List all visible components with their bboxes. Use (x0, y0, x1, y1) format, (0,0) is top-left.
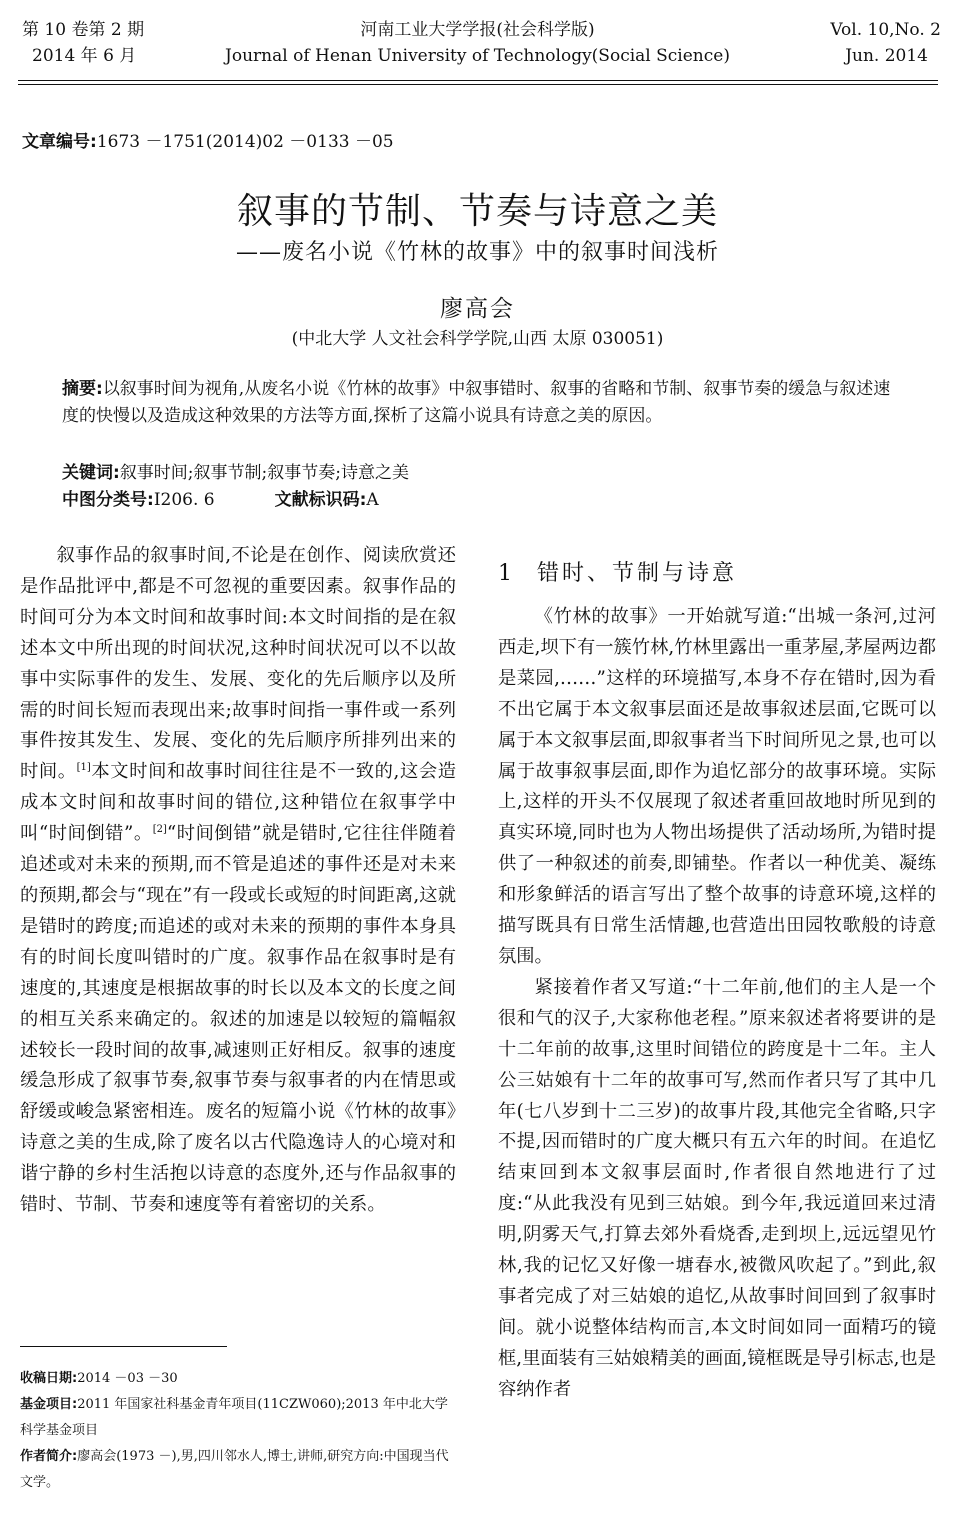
keywords (62, 460, 409, 487)
article-subtitle: ——废名小说《竹林的故事》中的叙事时间浅析 (235, 240, 719, 265)
fund-value: 2011 年国家社科基金青年项目(11CZW060);2013 年中北大学科学基金项目 (20, 1397, 448, 1438)
bio-label: 作者简介: (20, 1449, 78, 1464)
intro-text-a: 叙事作品的叙事时间,不论是在创作、阅读欣赏还是作品批评中,都是不可忽视的重要因素。叙事作品的时间可分为本文时间和故事时间:本文时间指的是在叙述本文中所出现的时间状况,这种时间状况可以不以故事中实际事件的发生、发展、变化的先后顺序以及所需的时间长短而表现出来;故事时间指一事件或一系列事件按其发生、发展、变化的先后顺序所排列出来的时间。 (20, 545, 456, 783)
body-paragraph-1: 《竹林的故事》一开始就写道:“出城一条河,过河西走,坝下有一簇竹林,竹林里露出一重茅屋,茅屋两边都是菜园,……”这样的环境描写,本身不存在错时,因为看不出它属于本文叙事层面还是故事叙述层面,它既可以属于本文叙事层面,即叙事者当下时间所见之景,也可以属于故事叙事层面,即作为追忆部分的故事环境。实际上,这样的开头不仅展现了叙述者重回故地时所见到的真实环境,同时也为人物出场提供了活动场所,为错时提供了一种叙述的前奏,即铺垫。作者以一种优美、凝练和形象鲜活的语言写出了整个故事的诗意环境,这样的描写既具有日常生活情趣,也营造出田园牧歌般的诗意氛围。 (498, 606, 936, 967)
footnote-fund (20, 1392, 460, 1444)
section-title: 错时、节制与诗意 (537, 561, 738, 586)
intro-text-c: “时间倒错”就是错时,它往往伴随着追述或对未来的预期,而不管是追述的事件还是对未来的预期,都会与“现在”有一段或长或短的时间距离,这就是错时的跨度;而追述的或对未来的预期的事件本身具有的时间长度叫错时的广度。叙事作品在叙事时是有速度的,其速度是根据故事的时长以及本文的长度之间的相互关系来确定的。叙述的加速是以较短的篇幅叙述较长一段时间的故事,减速则正好相反。叙事的速度缓急形成了叙事节奏,叙事节奏与叙事者的内在情思或舒缓或峻急紧密相连。废名的短篇小说《竹林的故事》诗意之美的生成,除了废名以古代隐逸诗人的心境对和谐宁静的乡村生活抱以诗意的态度外,还与作品叙事的错时、节制、节奏和速度等有着密切的关系。 (20, 823, 456, 1216)
header-date: 2014 年 6 月 (32, 46, 137, 66)
classification (62, 487, 409, 514)
doc-code-value: A (366, 490, 379, 510)
article-author: 廖高会 (440, 296, 515, 322)
article-number-label: 文章编号: (22, 132, 97, 152)
footnote-author-bio (20, 1444, 460, 1496)
citation-2[interactable]: [2] (152, 824, 167, 836)
intro-text-b: 本文时间和故事时间往往是不一致的,这会造成本文时间和故事时间的错位,这种错位在叙事学中叫“时间倒错”。 (20, 761, 457, 845)
header-journal-cn: 河南工业大学学报(社会科学版) (360, 20, 595, 40)
header-date-en: Jun. 2014 (845, 46, 928, 66)
section-1-heading (498, 556, 737, 587)
article-title: 叙事的节制、节奏与诗意之美 (236, 191, 718, 232)
keywords-block (62, 460, 409, 514)
header-vol-en: Vol. 10,No. 2 (830, 20, 941, 40)
footnote-received (20, 1366, 460, 1392)
right-column-body (498, 602, 936, 1406)
body-paragraph-2: 紧接着作者又写道:“十二年前,他们的主人是一个很和气的汉子,大家称他老程。”原来叙述者将要讲的是十二年前的故事,这里时间错位的跨度是十二年。主人公三姑娘有十二年的故事可写,然而作者只写了其中几年(七八岁到十二三岁)的故事片段,其他完全省略,只字不提,因而错时的广度大概只有五六年的时间。在追忆结束回到本文叙事层面时,作者很自然地进行了过度:“从此我没有见到三姑娘。到今年,我远道回来过清明,阴雾天气,打算去郊外看烧香,走到坝上,远远望见竹林,我的记忆又好像一塘春水,被微风吹起了。”到此,叙事者完成了对三姑娘的追忆,从故事时间回到了叙事时间。就小说整体结构而言,本文时间如同一面精巧的镜框,里面装有三姑娘精美的画面,镜框既是导引标志,也是容纳作者 (498, 976, 936, 1400)
article-number (22, 127, 394, 152)
doc-code-label: 文献标识码: (274, 490, 367, 510)
header-volume-issue: 第 10 卷第 2 期 (22, 20, 145, 40)
footnote-rule (20, 1346, 227, 1347)
article-number-value: 1673 －1751(2014)02 －0133 －05 (96, 132, 394, 152)
header-rule-bottom (18, 84, 938, 85)
header-rule-top (18, 80, 938, 81)
fund-label: 基金项目: (20, 1397, 78, 1412)
keywords-value: 叙事时间;叙事节制;叙事节奏;诗意之美 (119, 463, 409, 483)
header-journal-en: Journal of Henan University of Technology(Social Science) (225, 46, 730, 66)
received-label: 收稿日期: (20, 1371, 78, 1386)
footnotes (20, 1366, 460, 1496)
clc-value: I206. 6 (153, 490, 215, 510)
received-value: 2014 －03 －30 (77, 1371, 178, 1386)
author-affiliation: (中北大学 人文社会科学学院,山西 太原 030051) (291, 329, 664, 349)
bio-value: 廖高会(1973 －),男,四川邻水人,博士,讲师,研究方向:中国现当代文学。 (20, 1449, 449, 1490)
abstract (62, 376, 898, 430)
abstract-label: 摘要: (62, 379, 103, 399)
keywords-label: 关键词: (62, 463, 120, 483)
clc-label: 中图分类号: (62, 490, 154, 510)
intro-paragraph (20, 541, 456, 1221)
citation-1[interactable]: [1] (76, 762, 91, 774)
left-column-body (20, 541, 456, 1221)
abstract-text: 以叙事时间为视角,从废名小说《竹林的故事》中叙事错时、叙事的省略和节制、叙事节奏的缓急与叙述速度的快慢以及造成这种效果的方法等方面,探析了这篇小说具有诗意之美的原因。 (62, 379, 891, 426)
section-number: 1 (498, 561, 515, 586)
